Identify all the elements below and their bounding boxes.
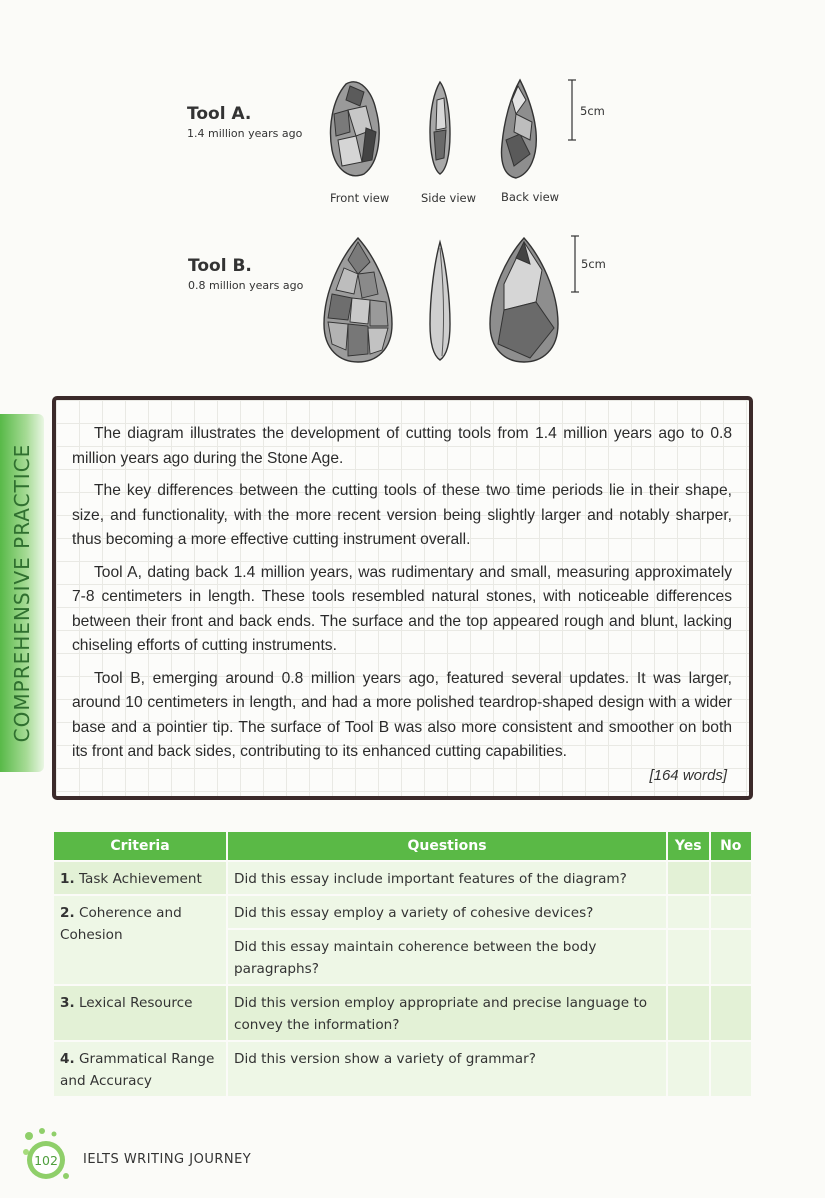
table-row [54,1042,751,1096]
tool-b-title: Tool B. [188,256,252,276]
tool-b-side-view-image [430,242,450,360]
no-checkbox-cell[interactable] [711,896,752,928]
essay-box [52,396,753,800]
question-cell: Did this version show a variety of grammar? [228,1042,666,1096]
criteria-cell: 4. Grammatical Range and Accuracy [54,1042,226,1096]
tool-b-subtitle: 0.8 million years ago [188,279,304,292]
question-cell: Did this essay employ a variety of cohesive devices? [228,896,666,928]
yes-checkbox-cell[interactable] [668,930,708,984]
question-cell: Did this essay include important features of the diagram? [228,862,666,894]
header-questions: Questions [228,832,666,860]
tool-b-scale-bar [571,236,579,292]
question-cell: Did this version employ appropriate and precise language to convey the information? [228,986,666,1040]
essay-text [72,422,732,773]
yes-checkbox-cell[interactable] [668,1042,708,1096]
essay-paragraph-1: The diagram illustrates the development of cutting tools from 1.4 million years ago to 0.8 million years ago during the Stone Age. [72,425,732,467]
yes-checkbox-cell[interactable] [668,896,708,928]
table-row [54,862,751,894]
essay-paragraph-2: The key differences between the cutting tools of these two time periods lie in their shape, size, and functionality, with the more recent version being slightly larger and notably sharper, thus becoming a more effective cutting instrument overall. [72,482,732,548]
tool-a-illustration [320,70,580,190]
tool-a-front-view-image [331,82,380,176]
question-cell: Did this essay maintain coherence between the body paragraphs? [228,930,666,984]
tool-a-scale-bar [568,80,576,140]
tool-a-scale-label: 5cm [580,104,605,118]
criteria-cell: 2. Coherence and Cohesion [54,896,226,984]
header-criteria: Criteria [54,832,226,860]
front-view-label: Front view [330,191,390,205]
side-tab-label: COMPREHENSIVE PRACTICE [10,443,34,743]
book-title: IELTS WRITING JOURNEY [83,1152,252,1167]
page-number-badge [16,1124,78,1186]
no-checkbox-cell[interactable] [711,862,752,894]
criteria-header-row [54,832,751,860]
back-view-label: Back view [501,190,560,204]
side-view-label: Side view [421,191,477,205]
no-checkbox-cell[interactable] [711,930,752,984]
yes-checkbox-cell[interactable] [668,986,708,1040]
header-yes: Yes [668,832,708,860]
essay-paragraph-4: Tool B, emerging around 0.8 million years ago, featured several updates. It was larger, around 10 centimeters in length, and had a more polished teardrop-shaped design with a wider base and a pointier tip. The surface of Tool B was also more consistent and smoother on both its front and back sides, contributing to its enhanced cutting capabilities. [72,669,732,760]
criteria-cell: 1. Task Achievement [54,862,226,894]
tool-b-illustration [318,228,580,366]
table-row [54,896,751,928]
word-count: [164 words] [649,767,727,784]
criteria-cell: 3. Lexical Resource [54,986,226,1040]
tool-a-title: Tool A. [187,104,252,124]
page-number: 102 [34,1153,58,1168]
tool-b-back-view-image [490,238,558,362]
header-no: No [711,832,752,860]
tool-b-front-view-image [324,238,392,362]
tool-b-scale-label: 5cm [581,257,606,271]
no-checkbox-cell[interactable] [711,1042,752,1096]
table-row [54,986,751,1040]
yes-checkbox-cell[interactable] [668,862,708,894]
tool-a-subtitle: 1.4 million years ago [187,127,303,140]
tool-a-side-view-image [430,82,450,174]
essay-paragraph-3: Tool A, dating back 1.4 million years, was rudimentary and small, measuring approximately 7-8 centimeters in length. These tools resembled natural stones, with noticeable differences between their front and back ends. The surface and the top appeared rough and blunt, lacking chiseling efforts of cutting instruments. [72,563,732,654]
criteria-table [52,830,753,1098]
tool-a-back-view-image [502,80,537,178]
no-checkbox-cell[interactable] [711,986,752,1040]
